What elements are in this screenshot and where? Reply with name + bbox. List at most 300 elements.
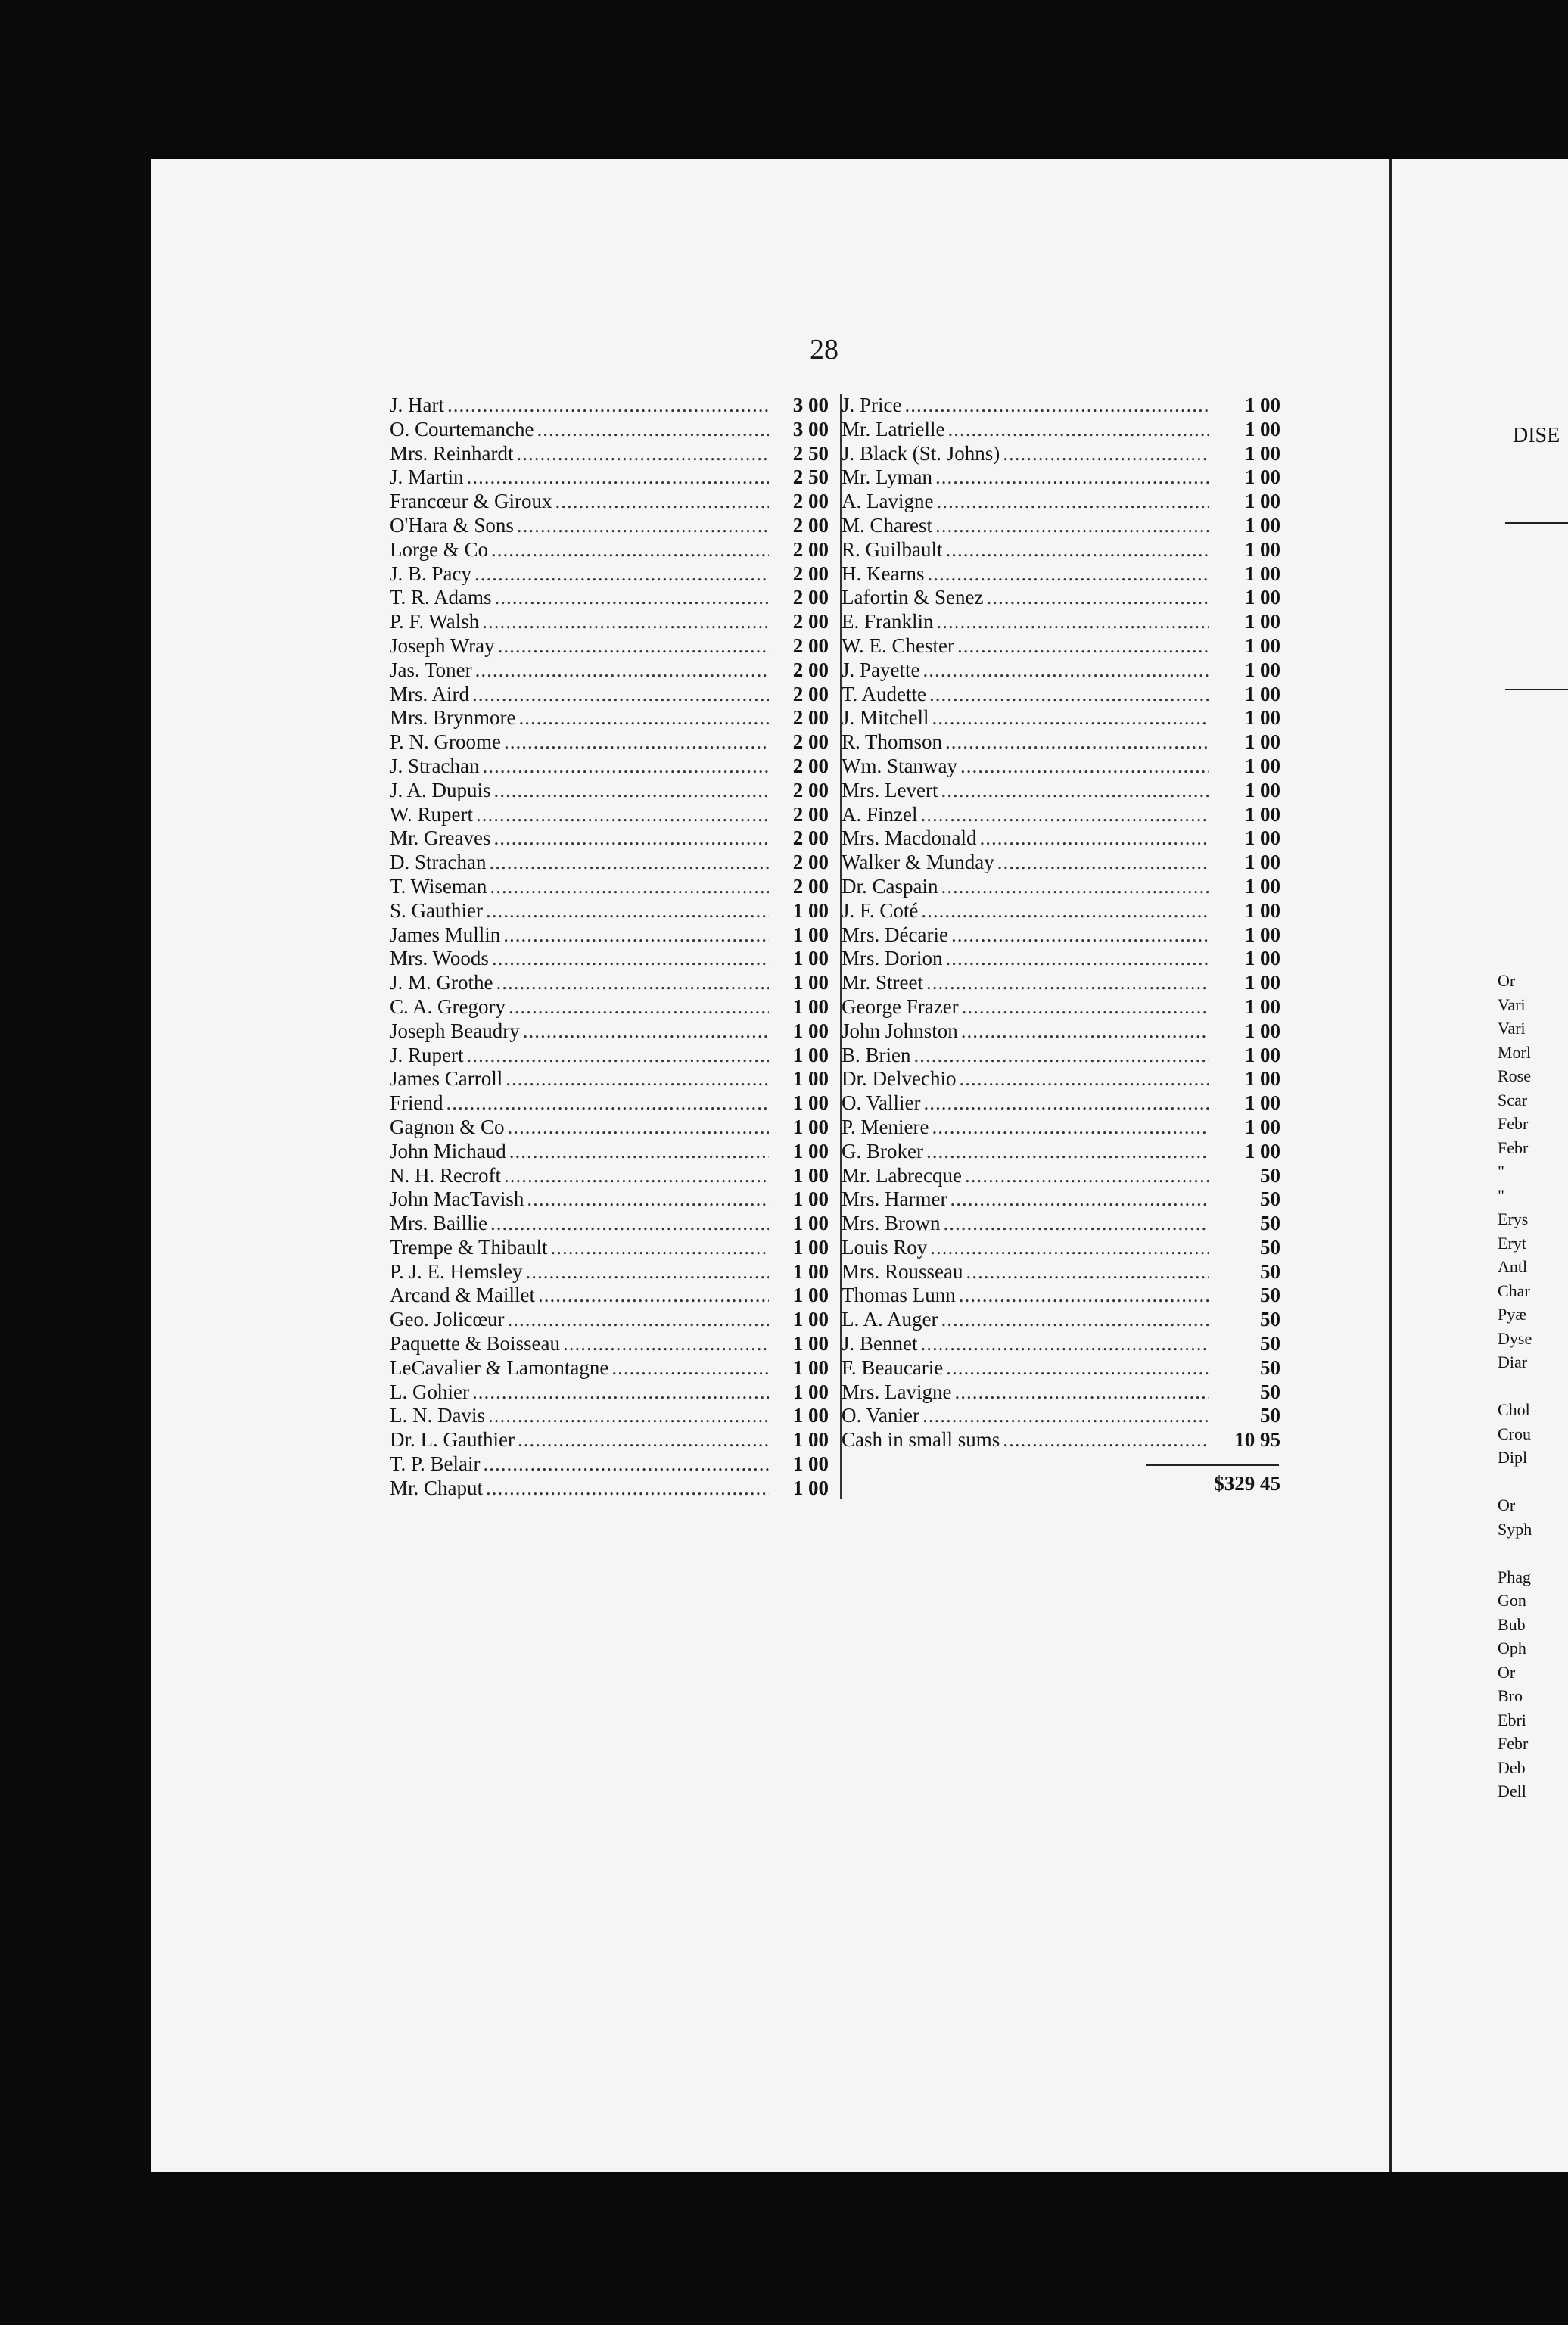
subscriber-row [390, 1356, 829, 1380]
subscription-amount: 10 95 [1234, 1428, 1280, 1452]
subscription-amount: 1 00 [792, 1380, 829, 1403]
subscriber-row [390, 1236, 829, 1260]
total-row [842, 1472, 1280, 1496]
leader-dots [954, 1380, 1209, 1404]
subscription-amount: 1 00 [1244, 610, 1280, 633]
leader-dots [946, 538, 1210, 562]
adjacent-page-fragment: Ebri [1498, 1710, 1526, 1729]
subscriber-row [390, 851, 829, 875]
subscription-amount: 2 00 [792, 586, 829, 609]
subscription-amount: 2 00 [792, 754, 829, 777]
subscriber-row [842, 1332, 1280, 1356]
subscriber-row [390, 1164, 829, 1188]
adjacent-page-fragment: Syph [1498, 1519, 1532, 1539]
subscriber-row [390, 1116, 829, 1140]
subscriber-list-right [842, 394, 1280, 1452]
total-rule [1146, 1464, 1279, 1466]
subscription-amount: 1 00 [1244, 947, 1280, 970]
adjacent-page-fragment: Diar [1498, 1352, 1528, 1371]
subscriber-list-left [390, 394, 829, 1501]
subscription-amount: 1 00 [1244, 441, 1280, 465]
adjacent-page-fragment: Antl [1498, 1257, 1528, 1276]
leader-dots [537, 418, 769, 441]
subscriber-name: Jas. Toner [390, 658, 472, 681]
subscriber-row [390, 442, 829, 466]
subscription-amount: 1 00 [1244, 394, 1280, 416]
subscriber-name: F. Beaucarie [842, 1355, 944, 1379]
leader-dots [488, 1404, 769, 1427]
leader-dots [935, 514, 1209, 537]
subscription-amount: 50 [1260, 1259, 1280, 1283]
leader-dots [498, 634, 769, 658]
subscriber-row [842, 1308, 1280, 1332]
subscription-amount: 2 00 [792, 490, 829, 513]
subscription-amount: 1 00 [1244, 754, 1280, 777]
leader-dots [495, 586, 770, 609]
subscription-amount: 3 00 [792, 417, 829, 440]
adjacent-page-rule [1505, 689, 1568, 690]
subscription-amount: 1 00 [792, 1212, 829, 1235]
subscriber-row [390, 1140, 829, 1164]
subscription-amount: 1 00 [1244, 537, 1280, 561]
subscriber-row [390, 706, 829, 730]
leader-dots [493, 826, 769, 850]
subscriber-row [390, 562, 829, 587]
subscriber-name: Joseph Beaudry [390, 1019, 520, 1042]
subscriber-row [842, 899, 1280, 923]
subscriber-name: T. P. Belair [390, 1452, 481, 1476]
subscriber-name: John Johnston [842, 1019, 958, 1042]
subscription-amount: 50 [1260, 1355, 1280, 1379]
subscriber-name: James Mullin [390, 923, 501, 946]
subscriber-row [390, 465, 829, 490]
subscriber-row [390, 947, 829, 971]
subscription-amount: 3 00 [792, 394, 829, 416]
subscriber-row [842, 1236, 1280, 1260]
subscriber-row [390, 490, 829, 514]
adjacent-page-fragment: Or [1498, 1496, 1516, 1514]
leader-dots [926, 971, 1209, 994]
subscriber-name: Francœur & Giroux [390, 490, 552, 513]
leader-dots [921, 1332, 1210, 1355]
subscriber-name: J. Payette [842, 658, 920, 681]
subscriber-name: Mrs. Woods [390, 947, 489, 970]
subscription-amount: 1 00 [792, 1404, 829, 1427]
subscriber-row [842, 995, 1280, 1019]
subscriber-name: Mr. Chaput [390, 1476, 484, 1499]
subscriber-row [842, 538, 1280, 562]
leader-dots [914, 1044, 1210, 1067]
adjacent-page-fragment: Eryt [1498, 1233, 1526, 1253]
leader-dots [932, 1116, 1209, 1139]
subscriber-name: P. F. Walsh [390, 610, 480, 633]
subscription-amount: 2 00 [792, 658, 829, 681]
subscription-amount: 1 00 [1244, 730, 1280, 754]
subscription-amount: 1 00 [1244, 778, 1280, 801]
leader-dots [517, 514, 769, 537]
subscriber-name: Mr. Greaves [390, 826, 491, 850]
subscription-amount: 2 00 [792, 851, 829, 874]
subscription-amount: 1 00 [1244, 1115, 1280, 1138]
subscriber-name: Mrs. Levert [842, 778, 938, 801]
leader-dots [966, 1260, 1210, 1284]
subscriber-row [390, 1308, 829, 1332]
leader-dots [932, 706, 1210, 730]
subscriber-name: J. Martin [390, 465, 464, 489]
subscriber-row [390, 538, 829, 562]
subscriber-name: A. Finzel [842, 802, 918, 826]
subscriber-name: Mr. Street [842, 971, 923, 994]
subscriber-name: J. F. Coté [842, 898, 919, 922]
leader-dots [509, 1140, 769, 1163]
subscription-amount: 1 00 [1244, 417, 1280, 440]
subscriber-row [842, 1284, 1280, 1308]
subscription-amount: 1 00 [1244, 994, 1280, 1018]
subscriber-name: Paquette & Boisseau [390, 1332, 560, 1355]
subscriber-name: W. Rupert [390, 802, 473, 826]
subscription-amount: 1 00 [1244, 1091, 1280, 1115]
subscriber-name: John MacTavish [390, 1187, 524, 1211]
subscriber-row [842, 947, 1280, 971]
subscriber-name: O. Courtemanche [390, 417, 534, 440]
adjacent-page-fragment: Scar [1498, 1090, 1528, 1110]
leader-dots [929, 683, 1209, 706]
subscriber-row [390, 826, 829, 851]
adjacent-page-fragment: Bro [1498, 1686, 1523, 1705]
subscriber-name: J. Hart [390, 394, 444, 416]
subscription-amount: 1 00 [792, 1043, 829, 1066]
subscriber-row [390, 1477, 829, 1501]
leader-dots [467, 465, 770, 489]
subscriber-name: LeCavalier & Lamontagne [390, 1355, 609, 1379]
subscriber-row [390, 1091, 829, 1116]
subscription-amount: 2 00 [792, 706, 829, 730]
subscriber-row [390, 1404, 829, 1428]
subscriber-row [842, 562, 1280, 587]
leader-dots [1003, 1428, 1209, 1452]
leader-dots [496, 971, 770, 994]
subscriber-name: O. Vanier [842, 1404, 919, 1427]
adjacent-page-rule [1505, 522, 1568, 524]
subscriber-row [390, 634, 829, 658]
subscription-amount: 1 00 [792, 1235, 829, 1259]
leader-dots [904, 394, 1209, 417]
subscriber-row [842, 658, 1280, 683]
subscription-amount: 1 00 [1244, 1139, 1280, 1162]
subscriber-name: Walker & Munday [842, 851, 994, 874]
subscription-amount: 1 00 [1244, 1019, 1280, 1042]
subscription-amount: 50 [1260, 1235, 1280, 1259]
subscriber-row [842, 394, 1280, 418]
subscription-amount: 2 50 [792, 441, 829, 465]
leader-dots [941, 779, 1209, 802]
subscription-amount: 1 00 [792, 1259, 829, 1283]
subscription-amount: 2 00 [792, 730, 829, 754]
leader-dots [555, 490, 769, 513]
leader-dots [921, 803, 1210, 826]
leader-dots [930, 1236, 1209, 1259]
subscription-amount: 50 [1260, 1404, 1280, 1427]
subscriber-name: B. Brien [842, 1043, 911, 1066]
subscriber-row [842, 514, 1280, 538]
subscription-amount: 1 00 [792, 1452, 829, 1476]
leader-dots [922, 1404, 1209, 1427]
subscriber-row [390, 586, 829, 610]
adjacent-page-fragment: Crou [1498, 1424, 1531, 1443]
adjacent-page-fragment: Bub [1498, 1614, 1526, 1634]
subscriber-row [390, 1212, 829, 1236]
adjacent-page-fragment: Dell [1498, 1782, 1526, 1801]
adjacent-page-fragment: Dipl [1498, 1448, 1528, 1467]
subscriber-row [842, 465, 1280, 490]
leader-dots [523, 1019, 769, 1043]
subscription-amount: 1 00 [1244, 826, 1280, 850]
subscriber-row [842, 779, 1280, 803]
subscriber-row [842, 683, 1280, 707]
leader-dots [951, 923, 1209, 947]
leader-dots [492, 947, 769, 970]
leader-dots [486, 899, 769, 923]
subscriber-row [390, 803, 829, 827]
subscriber-name: L. N. Davis [390, 1404, 485, 1427]
subscriber-row [390, 610, 829, 634]
subscriber-row [842, 826, 1280, 851]
leader-dots [447, 394, 769, 417]
subscriber-name: J. B. Pacy [390, 562, 471, 585]
subscriber-name: John Michaud [390, 1139, 506, 1162]
leader-dots [937, 610, 1210, 633]
subscriber-row [390, 418, 829, 442]
subscription-amount: 1 00 [1244, 1043, 1280, 1066]
subscriber-row [390, 1452, 829, 1477]
subscriber-name: Mrs. Reinhardt [390, 441, 514, 465]
subscription-amount: 1 00 [792, 1428, 829, 1452]
subscriber-name: E. Franklin [842, 610, 934, 633]
adjacent-page-fragment: Vari [1498, 1019, 1526, 1038]
subscriber-name: Mrs. Brown [842, 1212, 941, 1235]
adjacent-page-fragment: Pyæ [1498, 1305, 1526, 1324]
subscriber-row [390, 779, 829, 803]
subscriber-name: Mrs. Baillie [390, 1212, 487, 1235]
subscriber-name: Thomas Lunn [842, 1284, 956, 1307]
subscriber-name: G. Broker [842, 1139, 923, 1162]
leader-dots [504, 1164, 769, 1187]
leader-dots [986, 586, 1209, 609]
subscription-amount: 50 [1260, 1212, 1280, 1235]
subscriber-name: Mr. Labrecque [842, 1163, 962, 1187]
leader-dots [482, 610, 769, 633]
subscriber-row [390, 1044, 829, 1068]
subscriber-name: Mrs. Décarie [842, 923, 948, 946]
subscriber-name: J. Price [842, 394, 902, 416]
subscription-amount: 1 00 [792, 1476, 829, 1499]
subscriber-row [842, 803, 1280, 827]
subscriber-name: Friend [390, 1091, 443, 1115]
subscriber-row [842, 442, 1280, 466]
subscriber-row [390, 730, 829, 755]
subscription-amount: 1 00 [1244, 1067, 1280, 1091]
subscriber-row [842, 1260, 1280, 1284]
subscription-amount: 2 00 [792, 802, 829, 826]
subscriber-row [390, 514, 829, 538]
subscription-amount: 1 00 [1244, 513, 1280, 537]
subscription-amount: 1 00 [1244, 586, 1280, 609]
subscriber-name: Mr. Latrielle [842, 417, 945, 440]
subscriber-row [390, 875, 829, 899]
subscriber-name: J. A. Dupuis [390, 778, 491, 801]
subscriber-name: O'Hara & Sons [390, 513, 514, 537]
subscription-amount: 50 [1260, 1187, 1280, 1211]
subscriber-name: L. Gohier [390, 1380, 469, 1403]
subscriber-row [390, 1428, 829, 1452]
leader-dots [957, 634, 1209, 658]
leader-dots [947, 418, 1209, 441]
subscription-amount: 1 00 [792, 1115, 829, 1138]
subscriber-row [390, 995, 829, 1019]
subscriber-name: J. Mitchell [842, 706, 929, 730]
subscription-amount: 1 00 [792, 1187, 829, 1211]
subscriber-row [390, 1380, 829, 1405]
adjacent-page [1389, 159, 1568, 2172]
leader-dots [467, 1044, 770, 1067]
adjacent-page-fragment: Febr [1498, 1114, 1529, 1133]
total-amount: $329 45 [1214, 1472, 1280, 1495]
subscription-amount: 1 00 [792, 947, 829, 970]
subscription-amount: 1 00 [792, 994, 829, 1018]
subscriber-row [842, 875, 1280, 899]
subscription-amount: 50 [1260, 1284, 1280, 1307]
leader-dots [516, 442, 769, 465]
leader-dots [979, 826, 1209, 850]
subscriber-name: D. Strachan [390, 851, 487, 874]
subscriber-row [842, 1356, 1280, 1380]
subscriber-name: H. Kearns [842, 562, 925, 585]
subscriber-name: O. Vallier [842, 1091, 921, 1115]
adjacent-page-fragment: Chol [1498, 1400, 1530, 1419]
subscription-amount: 2 00 [792, 610, 829, 633]
subscription-amount: 1 00 [1244, 971, 1280, 994]
subscriber-name: J. M. Grothe [390, 971, 493, 994]
subscriber-row [842, 1067, 1280, 1091]
subscriber-name: J. Bennet [842, 1332, 918, 1355]
subscriber-row [842, 851, 1280, 875]
subscription-amount: 1 00 [792, 1139, 829, 1162]
subscriber-name: Mrs. Lavigne [842, 1380, 952, 1403]
leader-dots [923, 1091, 1209, 1115]
subscriber-name: James Carroll [390, 1067, 503, 1091]
leader-dots [475, 658, 769, 682]
leader-dots [941, 875, 1210, 898]
adjacent-page-fragment: Febr [1498, 1734, 1529, 1753]
adjacent-page-fragment: Febr [1498, 1138, 1529, 1157]
subscription-amount: 1 00 [1244, 874, 1280, 898]
leader-dots [960, 755, 1209, 778]
subscriber-row [842, 610, 1280, 634]
adjacent-page-fragment: Dyse [1498, 1328, 1532, 1348]
leader-dots [926, 1140, 1209, 1163]
subscriber-row [842, 1116, 1280, 1140]
subscriber-row [842, 755, 1280, 779]
subscription-amount: 2 00 [792, 562, 829, 585]
adjacent-page-fragment [1498, 1470, 1532, 1494]
subscriber-row [390, 1019, 829, 1044]
adjacent-page-fragment: Gon [1498, 1591, 1526, 1610]
adjacent-page-fragment: Erys [1498, 1209, 1529, 1228]
subscriber-name: T. R. Adams [390, 586, 492, 609]
subscriber-name: A. Lavigne [842, 490, 934, 513]
subscriber-name: Louis Roy [842, 1235, 928, 1259]
subscription-amount: 1 00 [792, 1332, 829, 1355]
subscription-amount: 2 00 [792, 682, 829, 705]
leader-dots [962, 995, 1209, 1019]
subscriber-name: J. Rupert [390, 1043, 464, 1066]
subscription-amount: 1 00 [1244, 923, 1280, 946]
leader-dots [446, 1091, 770, 1115]
leader-dots [490, 875, 769, 898]
leader-dots [494, 779, 769, 802]
subscription-amount: 1 00 [1244, 562, 1280, 585]
leader-dots [927, 562, 1209, 586]
subscriber-name: George Frazer [842, 994, 959, 1018]
subscriber-name: J. Black (St. Johns) [842, 441, 1000, 465]
subscription-amount: 1 00 [1244, 465, 1280, 489]
leader-dots [946, 947, 1210, 970]
subscriber-row [390, 971, 829, 995]
subscriber-name: P. J. E. Hemsley [390, 1259, 523, 1283]
subscriber-row [842, 418, 1280, 442]
subscription-amount: 2 00 [792, 826, 829, 850]
subscriber-row [842, 1091, 1280, 1116]
subscriber-name: T. Wiseman [390, 874, 487, 898]
leader-dots [961, 1019, 1209, 1043]
subscriber-name: Dr. Delvechio [842, 1067, 957, 1091]
subscription-amount: 1 00 [792, 971, 829, 994]
adjacent-page-fragment: " [1498, 1185, 1504, 1205]
subscriber-row [842, 706, 1280, 730]
subscriber-name: Dr. Caspain [842, 874, 938, 898]
subscriber-row [842, 1212, 1280, 1236]
subscription-amount: 1 00 [1244, 851, 1280, 874]
leader-dots [518, 706, 769, 730]
subscriber-row [842, 1164, 1280, 1188]
subscriber-name: T. Audette [842, 682, 926, 705]
adjacent-page-fragment: " [1498, 1162, 1504, 1181]
subscriber-name: Mrs. Harmer [842, 1187, 947, 1211]
subscriber-name: Mr. Lyman [842, 465, 932, 489]
leader-dots [936, 490, 1209, 513]
subscription-amount: 50 [1260, 1308, 1280, 1331]
leader-dots [489, 851, 769, 874]
leader-dots [476, 803, 769, 826]
subscriber-name: Cash in small sums [842, 1428, 1000, 1452]
leader-dots [563, 1332, 769, 1355]
leader-dots [922, 658, 1209, 682]
subscriber-name: Arcand & Maillet [390, 1284, 535, 1307]
adjacent-page-fragment: Oph [1498, 1639, 1526, 1657]
leader-dots [944, 1212, 1209, 1235]
leader-dots [508, 1116, 770, 1139]
subscriber-name: L. A. Auger [842, 1308, 938, 1331]
subscriber-name: R. Thomson [842, 730, 943, 754]
subscription-amount: 1 00 [1244, 490, 1280, 513]
adjacent-page-fragment [1498, 1374, 1532, 1399]
leader-dots [527, 1187, 769, 1211]
subscriber-name: Lorge & Co [390, 537, 488, 561]
subscriber-row [842, 1404, 1280, 1428]
subscriber-row [842, 1140, 1280, 1164]
subscriber-name: Geo. Jolicœur [390, 1308, 505, 1331]
leader-dots [1003, 442, 1209, 465]
